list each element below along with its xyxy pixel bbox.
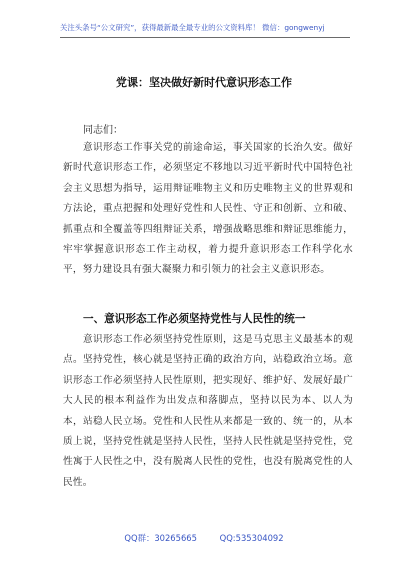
document-title: 党课：坚决做好新时代意识形态工作 xyxy=(116,76,292,89)
salutation: 同志们： xyxy=(83,125,123,136)
footer-qq: QQ:535304092 xyxy=(219,533,284,543)
paragraph-intro: 意识形态工作事关党的前途命运，事关国家的长治久安。做好新时代意识形态工作，必须坚定不移地以习近平新时代中国特色社会主义思想为指导，运用辩证唯物主义和历史唯物主义的世界观和方法论，重点把握和处理好党性和人民性、守正和创新、立和破、抓重点和全覆盖等四组辩证关系，增强战略思维和辩证思维能力，牢牢掌握意识形态工作主动权，着力提升意识形态工作科学化水平，努力建设具有强大凝聚力和引领力的社会主义意识形态。 xyxy=(63,142,353,276)
section-heading-1: 一、意识形态工作必须坚持党性与人民性的统一 xyxy=(83,313,306,325)
footer-contact xyxy=(0,532,408,544)
footer-qq-group: QQ群：30265665 xyxy=(124,533,197,543)
header-divider xyxy=(60,37,350,38)
header-promo-note: 关注头条号“公文研究”，获得最新最全最专业的公文资料库！ 微信：gongwenyj xyxy=(60,23,325,32)
paragraph-section-1: 意识形态工作必须坚持党性原则，这是马克思主义最基本的观点。坚持党性，核心就是坚持正确的政治方向，站稳政治立场。意识形态工作必须坚持人民性原则，把实现好、维护好、发展好最广大人民的根本利益作为出发点和落脚点，坚持以民为本、以人为本，站稳人民立场。党性和人民性从来都是一致的、统一的，从本质上说，坚持党性就是坚持人民性，坚持人民性就是坚持党性，党性寓于人民性之中，没有脱离人民性的党性，也没有脱离党性的人民性。 xyxy=(63,334,353,488)
